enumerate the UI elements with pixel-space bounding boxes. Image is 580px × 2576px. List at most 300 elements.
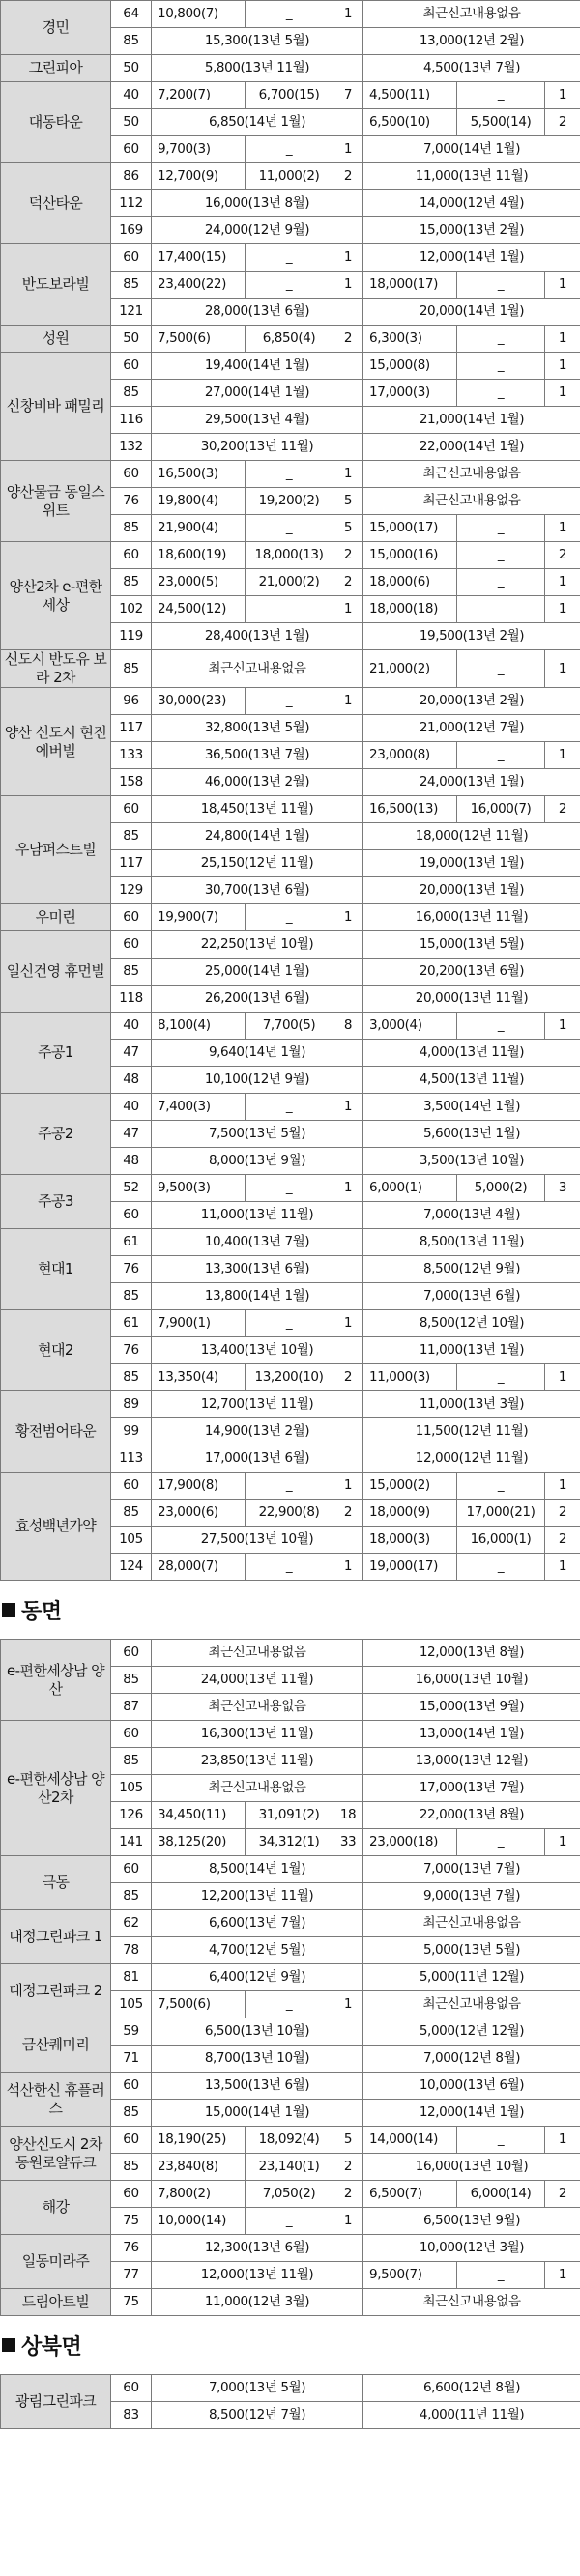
sale-high: 28,000(7) <box>152 1554 246 1581</box>
section-heading <box>0 2316 580 2374</box>
sale-recent: 13,800(14년 1월) <box>152 1283 363 1310</box>
lease-recent: 12,000(12년 11월) <box>363 1445 580 1473</box>
sale-high: 19,800(4) <box>152 488 246 515</box>
sale-recent: 28,400(13년 1월) <box>152 623 363 650</box>
lease-recent: 13,000(12년 2월) <box>363 28 580 55</box>
lease-recent: 15,000(13년 2월) <box>363 217 580 244</box>
area-cell: 89 <box>111 1391 152 1418</box>
sale-high: 23,000(6) <box>152 1500 246 1527</box>
area-cell: 117 <box>111 850 152 877</box>
lease-low: _ <box>457 2262 545 2289</box>
area-cell: 85 <box>111 380 152 407</box>
area-cell: 113 <box>111 1445 152 1473</box>
lease-low: _ <box>457 542 545 569</box>
lease-high: 18,000(6) <box>363 569 457 596</box>
lease-recent: 9,000(13년 7월) <box>363 1883 580 1910</box>
lease-recent: 20,000(13년 2월) <box>363 688 580 715</box>
sale-recent: 25,150(12년 11월) <box>152 850 363 877</box>
area-cell: 75 <box>111 2289 152 2316</box>
sale-recent: 12,300(13년 6월) <box>152 2235 363 2262</box>
area-cell: 60 <box>111 136 152 163</box>
area-cell: 60 <box>111 2073 152 2100</box>
sale-low: _ <box>246 515 334 542</box>
sale-recent: 6,600(13년 7월) <box>152 1910 363 1937</box>
sale-count: 2 <box>334 326 363 353</box>
sale-recent: 13,500(13년 6월) <box>152 2073 363 2100</box>
sale-count: 7 <box>334 82 363 109</box>
lease-recent: 18,000(12년 11월) <box>363 823 580 850</box>
area-cell: 60 <box>111 244 152 272</box>
lease-low: _ <box>457 272 545 299</box>
sale-recent: 15,000(14년 1월) <box>152 2100 363 2127</box>
lease-high: 16,500(13) <box>363 796 457 823</box>
complex-name: 반도보라빌 <box>1 244 111 326</box>
sale-count: 1 <box>334 272 363 299</box>
sale-high: 34,450(11) <box>152 1802 246 1829</box>
lease-recent: 16,000(13년 11월) <box>363 904 580 931</box>
sale-low: 21,000(2) <box>246 569 334 596</box>
sale-recent: 22,250(13년 10월) <box>152 931 363 959</box>
sale-recent: 24,000(13년 11월) <box>152 1667 363 1694</box>
sale-low: _ <box>246 1991 334 2018</box>
table-row <box>1 82 580 109</box>
complex-name: 성원 <box>1 326 111 353</box>
lease-recent: 21,000(14년 1월) <box>363 407 580 434</box>
sale-recent: 16,000(13년 8월) <box>152 190 363 217</box>
area-cell: 126 <box>111 1802 152 1829</box>
table-row <box>1 163 580 190</box>
sale-low: _ <box>246 1175 334 1202</box>
sale-low: _ <box>246 1 334 28</box>
sale-high: 16,500(3) <box>152 461 246 488</box>
sale-high: 8,100(4) <box>152 1013 246 1040</box>
sale-high: 7,400(3) <box>152 1094 246 1121</box>
area-cell: 47 <box>111 1040 152 1067</box>
sale-recent: 8,500(12년 7월) <box>152 2402 363 2429</box>
lease-high: 6,000(1) <box>363 1175 457 1202</box>
table-row <box>1 1310 580 1337</box>
sale-low: 19,200(2) <box>246 488 334 515</box>
lease-low: _ <box>457 1473 545 1500</box>
lease-recent: 7,000(13년 7월) <box>363 1856 580 1883</box>
lease-recent: 5,000(11년 12월) <box>363 1964 580 1991</box>
sale-low: 22,900(8) <box>246 1500 334 1527</box>
area-cell: 60 <box>111 1721 152 1748</box>
area-cell: 77 <box>111 2262 152 2289</box>
sale-recent: 30,200(13년 11월) <box>152 434 363 461</box>
lease-recent: 7,000(14년 1월) <box>363 136 580 163</box>
lease-recent: 4,000(13년 11월) <box>363 1040 580 1067</box>
area-cell: 85 <box>111 1364 152 1391</box>
sale-recent: 25,000(14년 1월) <box>152 959 363 986</box>
area-cell: 60 <box>111 1202 152 1229</box>
area-cell: 117 <box>111 715 152 742</box>
sale-recent: 8,500(14년 1월) <box>152 1856 363 1883</box>
sale-count: 2 <box>334 1364 363 1391</box>
complex-name: 극동 <box>1 1856 111 1910</box>
lease-recent: 4,500(13년 7월) <box>363 55 580 82</box>
area-cell: 85 <box>111 1667 152 1694</box>
lease-recent: 13,000(14년 1월) <box>363 1721 580 1748</box>
sale-count: 1 <box>334 904 363 931</box>
table-row <box>1 1640 580 1667</box>
sale-count: 5 <box>334 488 363 515</box>
lease-high: 15,000(17) <box>363 515 457 542</box>
lease-recent: 17,000(13년 7월) <box>363 1775 580 1802</box>
lease-recent: 4,000(11년 11월) <box>363 2402 580 2429</box>
lease-count: 1 <box>545 515 580 542</box>
section-heading <box>0 1581 580 1639</box>
area-cell: 116 <box>111 407 152 434</box>
area-cell: 105 <box>111 1775 152 1802</box>
area-cell: 133 <box>111 742 152 769</box>
area-cell: 85 <box>111 650 152 688</box>
lease-low: _ <box>457 82 545 109</box>
sale-recent: 13,300(13년 6월) <box>152 1256 363 1283</box>
lease-low: 16,000(1) <box>457 1527 545 1554</box>
sale-count: 1 <box>334 244 363 272</box>
sale-count: 1 <box>334 1 363 28</box>
area-cell: 60 <box>111 1473 152 1500</box>
table-row <box>1 2235 580 2262</box>
lease-recent: 13,000(13년 12월) <box>363 1748 580 1775</box>
lease-recent: 11,000(13년 11월) <box>363 163 580 190</box>
complex-name: 대정그린파크 1 <box>1 1910 111 1964</box>
sale-low: 31,091(2) <box>246 1802 334 1829</box>
lease-high: 6,500(7) <box>363 2181 457 2208</box>
area-cell: 85 <box>111 28 152 55</box>
table-row <box>1 1910 580 1937</box>
table-row <box>1 1175 580 1202</box>
sale-recent: 6,500(13년 10월) <box>152 2018 363 2046</box>
table-row <box>1 1229 580 1256</box>
lease-recent: 12,000(14년 1월) <box>363 244 580 272</box>
sale-recent: 23,850(13년 11월) <box>152 1748 363 1775</box>
area-cell: 87 <box>111 1694 152 1721</box>
sale-low: _ <box>246 1473 334 1500</box>
lease-count: 1 <box>545 742 580 769</box>
lease-high: 4,500(11) <box>363 82 457 109</box>
complex-name: 신도시 반도유 보라 2차 <box>1 650 111 688</box>
complex-table <box>0 2374 580 2429</box>
lease-recent: 최근신고내용없음 <box>363 1910 580 1937</box>
lease-count: 3 <box>545 1175 580 1202</box>
lease-recent: 11,500(12년 11월) <box>363 1418 580 1445</box>
area-cell: 85 <box>111 1500 152 1527</box>
sale-count: 2 <box>334 163 363 190</box>
area-cell: 76 <box>111 2235 152 2262</box>
sale-recent: 27,000(14년 1월) <box>152 380 363 407</box>
sale-recent: 6,850(14년 1월) <box>152 109 363 136</box>
sale-recent: 6,400(12년 9월) <box>152 1964 363 1991</box>
complex-name: 드림아트빌 <box>1 2289 111 2316</box>
sale-high: 7,500(6) <box>152 1991 246 2018</box>
complex-name: 우미린 <box>1 904 111 931</box>
lease-recent: 16,000(13년 10월) <box>363 2154 580 2181</box>
lease-recent: 8,500(12년 9월) <box>363 1256 580 1283</box>
sale-recent: 17,000(13년 6월) <box>152 1445 363 1473</box>
lease-recent: 3,500(13년 10월) <box>363 1148 580 1175</box>
sale-recent: 최근신고내용없음 <box>152 1640 363 1667</box>
lease-recent: 11,000(13년 1월) <box>363 1337 580 1364</box>
sale-low: _ <box>246 688 334 715</box>
lease-recent: 24,000(13년 1월) <box>363 769 580 796</box>
lease-merged: 최근신고내용없음 <box>363 1991 580 2018</box>
lease-count: 1 <box>545 1829 580 1856</box>
sale-low: 18,092(4) <box>246 2127 334 2154</box>
sale-recent: 최근신고내용없음 <box>152 650 363 688</box>
area-cell: 60 <box>111 2375 152 2402</box>
table-row <box>1 461 580 488</box>
sale-recent: 7,500(13년 5월) <box>152 1121 363 1148</box>
sale-count: 5 <box>334 515 363 542</box>
sale-low: _ <box>246 1094 334 1121</box>
area-cell: 47 <box>111 1121 152 1148</box>
lease-recent: 22,000(13년 8월) <box>363 1802 580 1829</box>
area-cell: 119 <box>111 623 152 650</box>
lease-high: 19,000(17) <box>363 1554 457 1581</box>
lease-count: 1 <box>545 2262 580 2289</box>
lease-high: 6,500(10) <box>363 109 457 136</box>
table-row <box>1 55 580 82</box>
area-cell: 105 <box>111 1991 152 2018</box>
sale-count: 1 <box>334 136 363 163</box>
sale-high: 23,840(8) <box>152 2154 246 2181</box>
table-row <box>1 2289 580 2316</box>
area-cell: 76 <box>111 1337 152 1364</box>
complex-name: 해강 <box>1 2181 111 2235</box>
table-row <box>1 688 580 715</box>
complex-name: e-편한세상남 양산2차 <box>1 1721 111 1856</box>
complex-name: 경민 <box>1 1 111 55</box>
area-cell: 61 <box>111 1229 152 1256</box>
lease-count: 2 <box>545 2181 580 2208</box>
lease-recent: 7,000(13년 4월) <box>363 1202 580 1229</box>
sale-count: 1 <box>334 461 363 488</box>
lease-merged: 최근신고내용없음 <box>363 461 580 488</box>
sale-low: _ <box>246 1310 334 1337</box>
lease-low: _ <box>457 2127 545 2154</box>
sale-recent: 29,500(13년 4월) <box>152 407 363 434</box>
complex-name: 덕산타운 <box>1 163 111 244</box>
area-cell: 85 <box>111 959 152 986</box>
lease-recent: 20,000(13년 11월) <box>363 986 580 1013</box>
area-cell: 50 <box>111 55 152 82</box>
lease-recent: 20,000(14년 1월) <box>363 299 580 326</box>
table-row <box>1 2375 580 2402</box>
sale-recent: 26,200(13년 6월) <box>152 986 363 1013</box>
complex-name: 양산신도시 2차 동원로얄듀크 <box>1 2127 111 2181</box>
lease-low: _ <box>457 1829 545 1856</box>
lease-low: _ <box>457 1013 545 1040</box>
complex-name: 대동타운 <box>1 82 111 163</box>
area-cell: 124 <box>111 1554 152 1581</box>
complex-name: 현대1 <box>1 1229 111 1310</box>
sale-recent: 14,900(13년 2월) <box>152 1418 363 1445</box>
area-cell: 169 <box>111 217 152 244</box>
lease-count: 1 <box>545 326 580 353</box>
lease-high: 6,300(3) <box>363 326 457 353</box>
sale-high: 18,600(19) <box>152 542 246 569</box>
sale-count: 1 <box>334 688 363 715</box>
complex-name: 양산물금 동일스위트 <box>1 461 111 542</box>
table-row <box>1 796 580 823</box>
lease-recent: 5,000(13년 5월) <box>363 1937 580 1964</box>
sale-high: 7,500(6) <box>152 326 246 353</box>
lease-low: _ <box>457 1554 545 1581</box>
area-cell: 132 <box>111 434 152 461</box>
lease-recent: 21,000(12년 7월) <box>363 715 580 742</box>
area-cell: 102 <box>111 596 152 623</box>
lease-high: 18,000(9) <box>363 1500 457 1527</box>
table-row <box>1 326 580 353</box>
sale-recent: 8,000(13년 9월) <box>152 1148 363 1175</box>
sale-recent: 12,000(13년 11월) <box>152 2262 363 2289</box>
sale-high: 17,900(8) <box>152 1473 246 1500</box>
sale-high: 7,800(2) <box>152 2181 246 2208</box>
sale-recent: 10,100(12년 9월) <box>152 1067 363 1094</box>
sale-recent: 4,700(12년 5월) <box>152 1937 363 1964</box>
lease-recent: 최근신고내용없음 <box>363 2289 580 2316</box>
sale-recent: 13,400(13년 10월) <box>152 1337 363 1364</box>
area-cell: 48 <box>111 1067 152 1094</box>
area-cell: 121 <box>111 299 152 326</box>
lease-count: 1 <box>545 353 580 380</box>
table-row <box>1 353 580 380</box>
complex-name: 석산한신 휴플러스 <box>1 2073 111 2127</box>
sale-recent: 36,500(13년 7월) <box>152 742 363 769</box>
lease-count: 1 <box>545 596 580 623</box>
area-cell: 40 <box>111 1094 152 1121</box>
lease-merged: 최근신고내용없음 <box>363 1 580 28</box>
table-row <box>1 1013 580 1040</box>
lease-merged: 최근신고내용없음 <box>363 488 580 515</box>
area-cell: 60 <box>111 2181 152 2208</box>
lease-recent: 10,000(12년 3월) <box>363 2235 580 2262</box>
section-title: 상북면 <box>21 2334 82 2360</box>
complex-name: 양산 신도시 현진에버빌 <box>1 688 111 796</box>
lease-low: _ <box>457 650 545 688</box>
table-row <box>1 1391 580 1418</box>
sale-count: 8 <box>334 1013 363 1040</box>
area-cell: 112 <box>111 190 152 217</box>
area-cell: 118 <box>111 986 152 1013</box>
lease-low: 17,000(21) <box>457 1500 545 1527</box>
complex-name: 양산2차 e-편한세상 <box>1 542 111 650</box>
area-cell: 78 <box>111 1937 152 1964</box>
lease-low: 5,000(2) <box>457 1175 545 1202</box>
sale-recent: 5,800(13년 11월) <box>152 55 363 82</box>
lease-count: 1 <box>545 1013 580 1040</box>
lease-high: 18,000(18) <box>363 596 457 623</box>
area-cell: 81 <box>111 1964 152 1991</box>
table-row <box>1 1856 580 1883</box>
lease-high: 3,000(4) <box>363 1013 457 1040</box>
lease-high: 23,000(18) <box>363 1829 457 1856</box>
lease-low: 6,000(14) <box>457 2181 545 2208</box>
sale-low: 7,700(5) <box>246 1013 334 1040</box>
area-cell: 40 <box>111 82 152 109</box>
sale-count: 1 <box>334 1991 363 2018</box>
sale-high: 10,000(14) <box>152 2208 246 2235</box>
lease-recent: 11,000(13년 3월) <box>363 1391 580 1418</box>
sale-recent: 19,400(14년 1월) <box>152 353 363 380</box>
sale-recent: 15,300(13년 5월) <box>152 28 363 55</box>
sale-count: 1 <box>334 2208 363 2235</box>
table-row <box>1 2127 580 2154</box>
area-cell: 60 <box>111 353 152 380</box>
lease-count: 1 <box>545 1364 580 1391</box>
lease-low: _ <box>457 596 545 623</box>
lease-recent: 15,000(13년 9월) <box>363 1694 580 1721</box>
area-cell: 85 <box>111 272 152 299</box>
lease-high: 18,000(17) <box>363 272 457 299</box>
area-cell: 85 <box>111 1883 152 1910</box>
lease-count: 2 <box>545 1500 580 1527</box>
lease-recent: 6,500(13년 9월) <box>363 2208 580 2235</box>
sale-high: 7,900(1) <box>152 1310 246 1337</box>
area-cell: 83 <box>111 2402 152 2429</box>
area-cell: 141 <box>111 1829 152 1856</box>
area-cell: 62 <box>111 1910 152 1937</box>
area-cell: 75 <box>111 2208 152 2235</box>
sale-low: 34,312(1) <box>246 1829 334 1856</box>
area-cell: 99 <box>111 1418 152 1445</box>
lease-low: 16,000(7) <box>457 796 545 823</box>
complex-name: 주공2 <box>1 1094 111 1175</box>
lease-recent: 19,500(13년 2월) <box>363 623 580 650</box>
sale-count: 1 <box>334 1473 363 1500</box>
sale-low: _ <box>246 904 334 931</box>
complex-name: 일동미라주 <box>1 2235 111 2289</box>
lease-count: 1 <box>545 650 580 688</box>
sale-low: 6,700(15) <box>246 82 334 109</box>
sale-low: 7,050(2) <box>246 2181 334 2208</box>
lease-low: _ <box>457 569 545 596</box>
lease-recent: 12,000(14년 1월) <box>363 2100 580 2127</box>
sale-high: 24,500(12) <box>152 596 246 623</box>
sale-recent: 27,500(13년 10월) <box>152 1527 363 1554</box>
complex-name: 현대2 <box>1 1310 111 1391</box>
lease-count: 1 <box>545 272 580 299</box>
complex-table <box>0 1639 580 2316</box>
sale-recent: 최근신고내용없음 <box>152 1775 363 1802</box>
lease-count: 1 <box>545 2127 580 2154</box>
complex-name: 주공1 <box>1 1013 111 1094</box>
sale-low: _ <box>246 244 334 272</box>
area-cell: 86 <box>111 163 152 190</box>
complex-name: e-편한세상남 양산 <box>1 1640 111 1721</box>
area-cell: 50 <box>111 109 152 136</box>
square-bullet-icon <box>2 1603 15 1617</box>
area-cell: 96 <box>111 688 152 715</box>
lease-count: 1 <box>545 569 580 596</box>
lease-recent: 19,000(13년 1월) <box>363 850 580 877</box>
lease-low: _ <box>457 742 545 769</box>
sale-high: 19,900(7) <box>152 904 246 931</box>
sale-high: 23,000(5) <box>152 569 246 596</box>
area-cell: 85 <box>111 1748 152 1775</box>
lease-high: 14,000(14) <box>363 2127 457 2154</box>
square-bullet-icon <box>2 2338 15 2352</box>
area-cell: 60 <box>111 796 152 823</box>
lease-high: 15,000(8) <box>363 353 457 380</box>
sale-low: 13,200(10) <box>246 1364 334 1391</box>
table-row <box>1 1 580 28</box>
lease-count: 1 <box>545 1473 580 1500</box>
lease-recent: 7,000(12년 8월) <box>363 2046 580 2073</box>
lease-low: 5,500(14) <box>457 109 545 136</box>
